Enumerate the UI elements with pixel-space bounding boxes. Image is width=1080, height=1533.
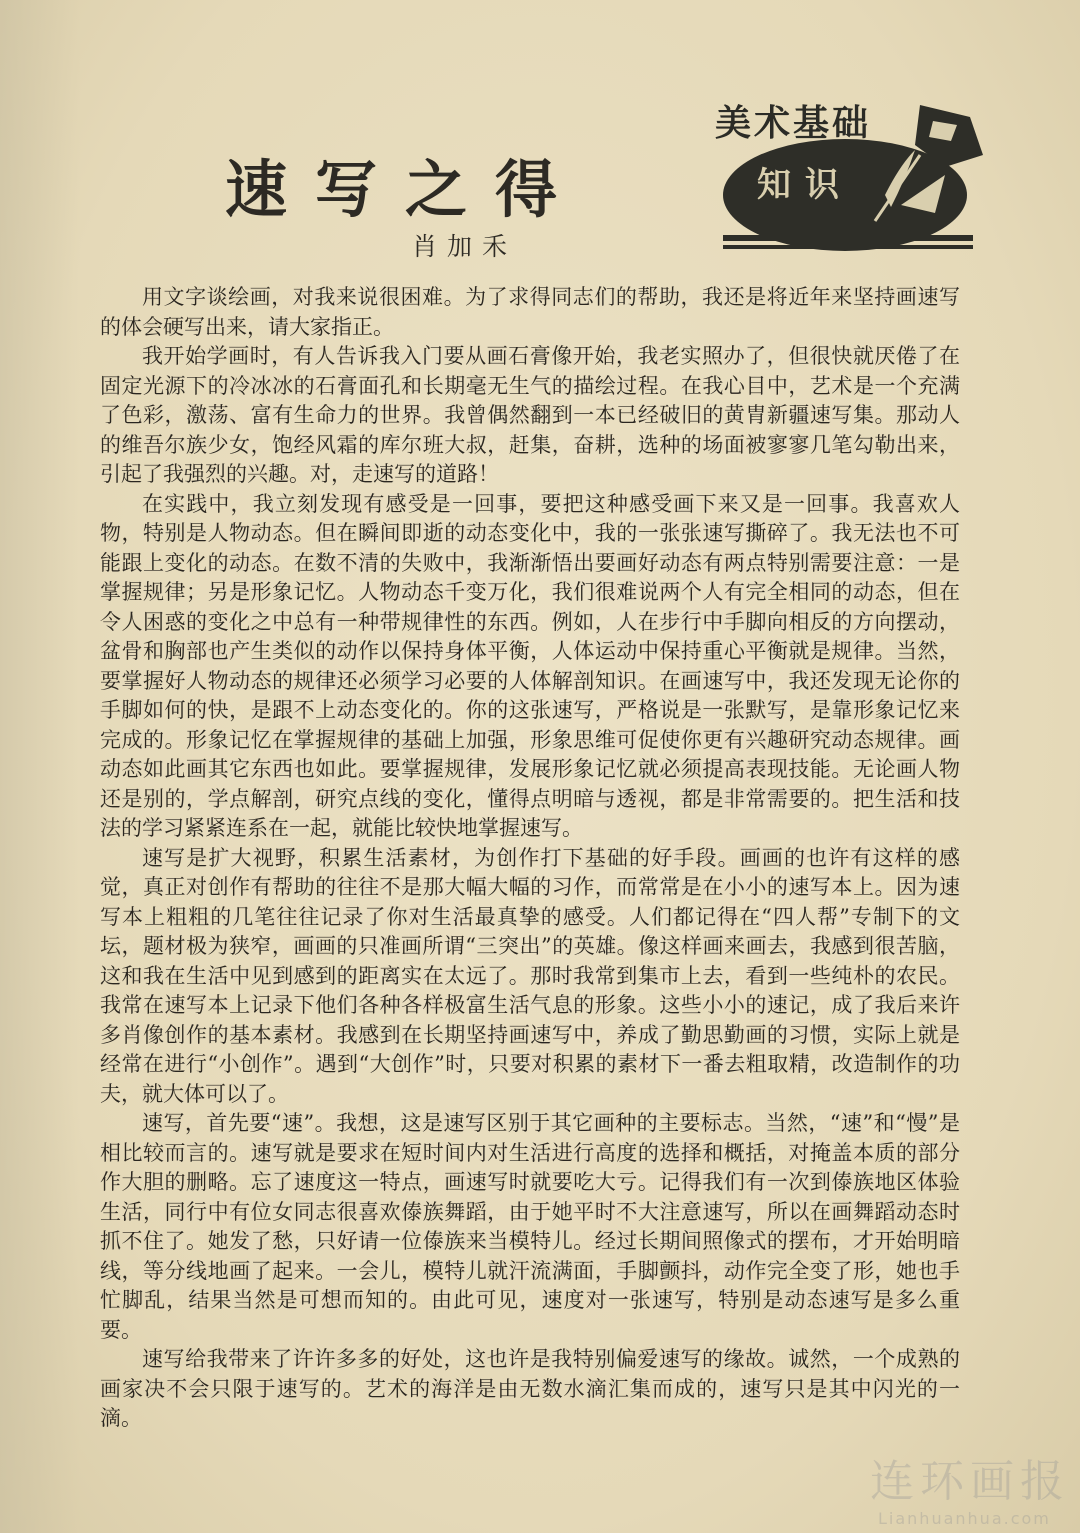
paragraph: 在实践中，我立刻发现有感受是一回事，要把这种感受画下来又是一回事。我喜欢人物，特别是人物动态。但在瞬间即逝的动态变化中，我的一张张速写撕碎了。我无法也不可能跟上变化的动态。在数不清的失败中，我渐渐悟出要画好动态有两点特别需要注意：一是掌握规律；另是形象记忆。人物动态千变万化，我们很难说两个人有完全相同的动态，但在令人困惑的变化之中总有一种带规律性的东西。例如，人在步行中手脚向相反的方向摆动，盆骨和胸部也产生类似的动作以保持身体平衡，人体运动中保持重心平衡就是规律。当然，要掌握好人物动态的规律还必须学习必要的人体解剖知识。在画速写中，我还发现无论你的手脚如何的快，是跟不上动态变化的。你的这张速写，严格说是一张默写，是靠形象记忆来完成的。形象记忆在掌握规律的基础上加强，形象思维可促使你更有兴趣研究动态规律。画动态如此画其它东西也如此。要掌握规律，发展形象记忆就必须提高表现技能。无论画人物还是别的，学点解剖，研究点线的变化，懂得点明暗与透视，都是非常需要的。把生活和技法的学习紧紧连系在一起，就能比较快地掌握速写。 xyxy=(100,491,960,840)
site-watermark xyxy=(870,1445,1070,1528)
watermark-sub: Lianhuanhua.com xyxy=(878,1509,1051,1528)
logo-title: 美术基础 xyxy=(715,102,872,144)
paper-edge-shadow xyxy=(0,0,80,1533)
paragraph: 用文字谈绘画，对我来说很困难。为了求得同志们的帮助，我还是将近年来坚持画速写的体会硬写出来，请大家指正。 xyxy=(100,285,960,339)
paragraph: 速写给我带来了许许多多的好处，这也许是我特别偏爱速写的缘故。诚然，一个成熟的画家决不会只限于速写的。艺术的海洋是由无数水滴汇集而成的，速写只是其中闪光的一滴。 xyxy=(100,1347,960,1430)
paragraph: 速写，首先要“速”。我想，这是速写区别于其它画种的主要标志。当然，“速”和“慢”是相比较而言的。速写就是要求在短时间内对生活进行高度的选择和概括，对掩盖本质的部分作大胆的删略。忘了速度这一特点，画速写时就要吃大亏。记得我们有一次到傣族地区体验生活，同行中有位女同志很喜欢傣族舞蹈，由于她平时不大注意速写，所以在画舞蹈动态时抓不住了。她发了愁，只好请一位傣族来当模特儿。经过长期间照像式的摆布，才开始明暗线，等分线地画了起来。一会儿，模特儿就汗流满面，手脚颤抖，动作完全变了形，她也手忙脚乱，结果当然是可想而知的。由此可见，速度对一张速写，特别是动态速写是多么重要。 xyxy=(100,1111,960,1342)
logo-subtitle: 知识 xyxy=(757,165,853,205)
article-title: 速写之得 xyxy=(225,153,586,226)
article-body xyxy=(100,283,960,1434)
paragraph: 我开始学画时，有人告诉我入门要从画石膏像开始，我老实照办了，但很快就厌倦了在固定光源下的冷冰冰的石膏面孔和长期毫无生气的描绘过程。在我心目中，艺术是一个充满了色彩，激荡、富有生命力的世界。我曾偶然翻到一本已经破旧的黄胄新疆速写集。那动人的维吾尔族少女，饱经风霜的库尔班大叔，赶集，奋耕，选种的场面被寥寥几笔勾勒出来，引起了我强烈的兴趣。对，走速写的道路！ xyxy=(100,344,960,486)
watermark-main: 连环画报 xyxy=(870,1456,1070,1507)
column-logo xyxy=(715,95,990,255)
article-author: 肖加禾 xyxy=(412,232,518,261)
paragraph: 速写是扩大视野，积累生活素材，为创作打下基础的好手段。画画的也许有这样的感觉，真正对创作有帮助的往往不是那大幅大幅的习作，而常常是在小小的速写本上。因为速写本上粗粗的几笔往往记录了你对生活最真挚的感受。人们都记得在“四人帮”专制下的文坛，题材极为狭窄，画画的只准画所谓“三突出”的英雄。像这样画来画去，我感到很苦脑，这和我在生活中见到感到的距离实在太远了。那时我常到集市上去，看到一些纯朴的农民。我常在速写本上记录下他们各种各样极富生活气息的形象。这些小小的速记，成了我后来许多肖像创作的基本素材。我感到在长期坚持画速写中，养成了勤思勤画的习惯，实际上就是经常在进行“小创作”。遇到“大创作”时，只要对积累的素材下一番去粗取精，改造制作的功夫，就大体可以了。 xyxy=(100,845,960,1106)
